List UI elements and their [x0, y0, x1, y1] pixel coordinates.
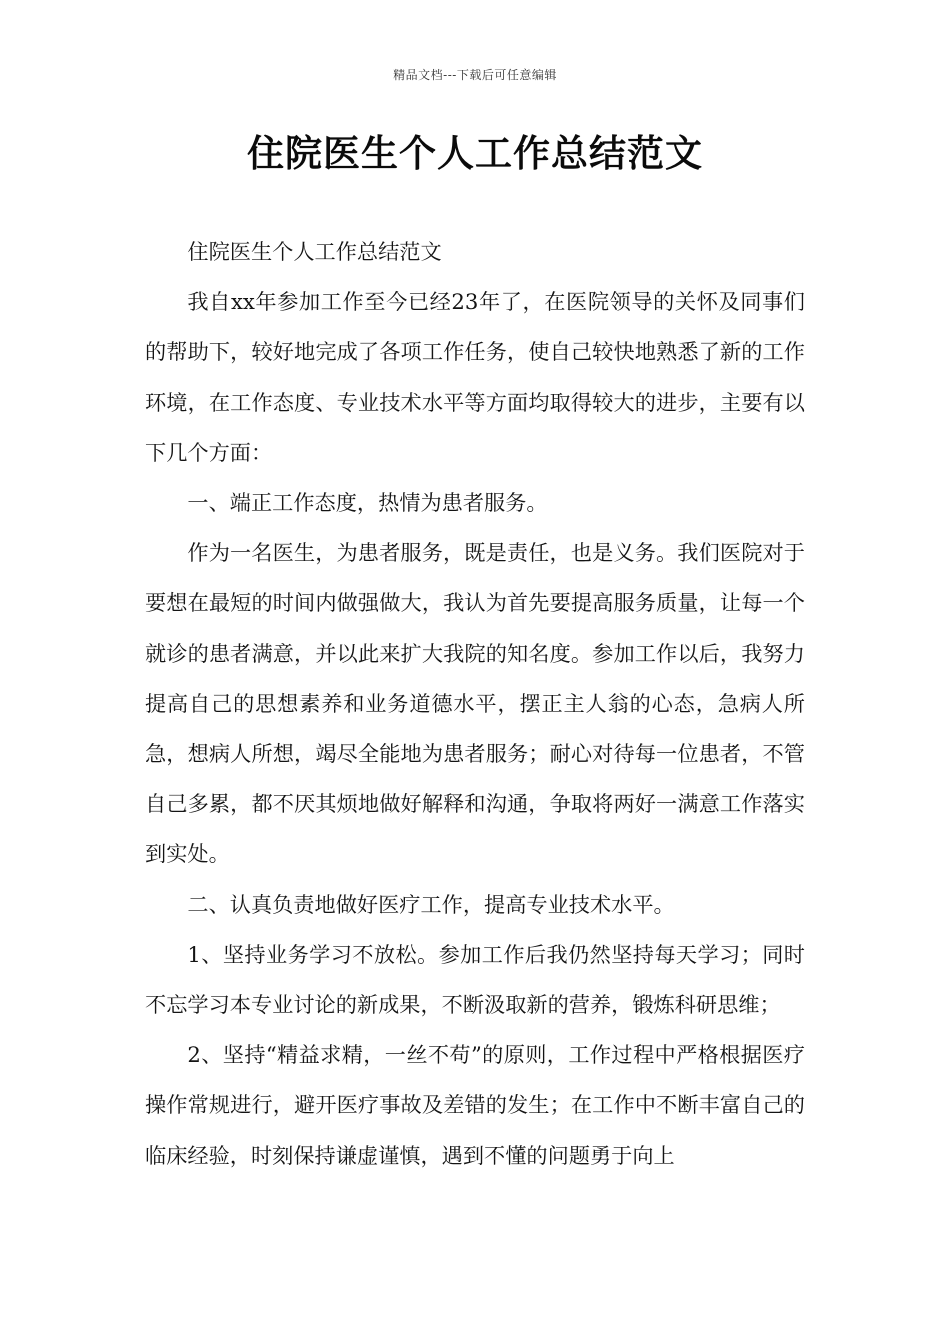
paragraph-item-2: 2、坚持“精益求精，一丝不苟”的原则，工作过程中严格根据医疗操作常规进行，避开医疗事故及差错的发生；在工作中不断丰富自己的临床经验，时刻保持谦虚谨慎，遇到不懂的问题勇于向上	[145, 1042, 805, 1168]
section-heading-2: 二、认真负责地做好医疗工作，提高专业技术水平。	[187, 891, 675, 917]
section-heading-1: 一、端正工作态度，热情为患者服务。	[187, 490, 548, 516]
document-title: 住院医生个人工作总结范文	[247, 131, 703, 175]
paragraph-subtitle: 住院医生个人工作总结范文	[187, 239, 442, 264]
paragraph-intro: 我自xx年参加工作至今已经23年了，在医院领导的关怀及同事们的帮助下，较好地完成了各项工作任务，使自己较快地熟悉了新的工作环境，在工作态度、专业技术水平等方面均取得较大的进步，主要有以下几个方面：	[145, 289, 805, 465]
paragraph-item-1: 1、坚持业务学习不放松。参加工作后我仍然坚持每天学习；同时不忘学习本专业讨论的新成果，不断汲取新的营养，锻炼科研思维；	[145, 941, 805, 1018]
header-note: 精品文档---下载后可任意编辑	[393, 68, 557, 82]
document-body	[145, 227, 805, 1181]
paragraph-service: 作为一名医生，为患者服务，既是责任，也是义务。我们医院对于要想在最短的时间内做强做大，我认为首先要提高服务质量，让每一个就诊的患者满意，并以此来扩大我院的知名度。参加工作以后，我努力提高自己的思想素养和业务道德水平，摆正主人翁的心态，急病人所急，想病人所想，竭尽全能地为患者服务；耐心对待每一位患者，不管自己多累，都不厌其烦地做好解释和沟通，争取将两好一满意工作落实到实处。	[145, 540, 805, 867]
